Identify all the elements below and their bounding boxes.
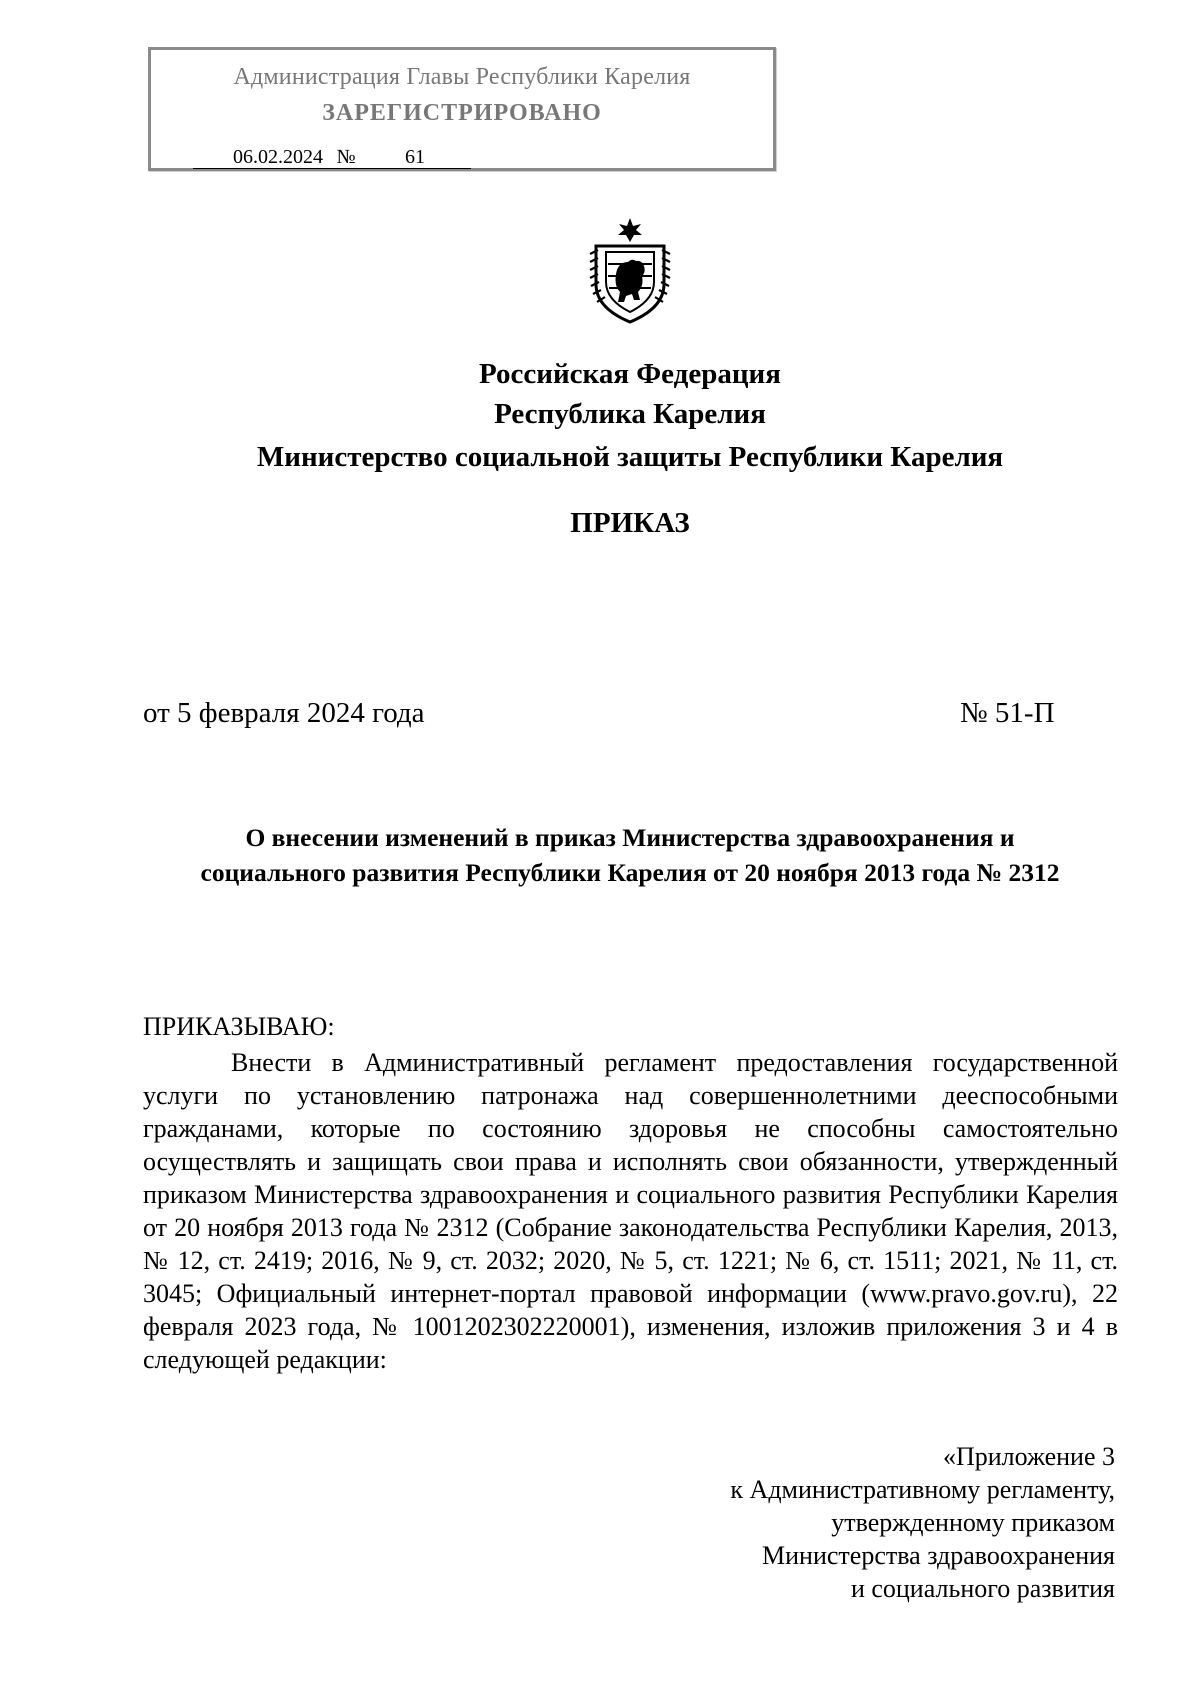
- order-number: № 51-П: [960, 697, 1055, 729]
- appendix-line-4: Министерства здравоохранения: [762, 1541, 1115, 1570]
- ministry-title: Министерство социальной защиты Республики Карелия: [256, 441, 1004, 473]
- stamp-number-label: №: [333, 146, 359, 169]
- order-date: от 5 февраля 2024 года: [143, 697, 425, 729]
- republic-title: Республика Карелия: [494, 398, 766, 430]
- subject-line-2: социального развития Республики Карелия от 20 ноября 2013 года № 2312: [200, 858, 1060, 887]
- country-title: Российская Федерация: [479, 358, 781, 390]
- appendix-line-1: «Приложение 3: [942, 1442, 1115, 1471]
- body-paragraph: Внести в Административный регламент предоставления государственной услуги по установлению патронажа над совершеннолетними дееспособными гражданами, которые по состоянию здоровья не способны самостоятельно осуществлять и защищать свои права и исполнять свои обязанности, утвержденный приказом Министерства здравоохранения и социального развития Республики Карелия от 20 ноября 2013 года № 2312 (Собрание законодательства Республики Карелия, 2013, № 12, ст. 2419; 2016, № 9, ст. 2032; 2020, № 5, ст. 1221; № 6, ст. 1511; 2021, № 11, ст. 3045; Официальный интернет-портал правовой информации (www.pravo.gov.ru), 22 февраля 2023 года, № 1001202302220001), изменения, изложив приложения 3 и 4 в следующей редакции:: [143, 1048, 1118, 1374]
- decree-word: ПРИКАЗЫВАЮ:: [143, 1012, 335, 1041]
- stamp-date: 06.02.2024: [193, 146, 333, 169]
- appendix-line-3: утвержденному приказом: [831, 1508, 1115, 1537]
- subject-line-1: О внесении изменений в приказ Министерства здравоохранения и: [245, 823, 1015, 852]
- document-type: ПРИКАЗ: [570, 507, 690, 539]
- stamp-authority: Администрация Главы Республики Карелия: [233, 64, 691, 90]
- stamp-number: 61: [359, 146, 471, 169]
- appendix-header: [730, 1440, 1115, 1605]
- karelia-coat-of-arms-icon: [586, 216, 674, 324]
- registration-stamp: [148, 47, 776, 171]
- appendix-line-5: и социального развития: [850, 1574, 1115, 1603]
- stamp-registered: ЗАРЕГИСТРИРОВАНО: [322, 100, 602, 126]
- appendix-line-2: к Административному регламенту,: [730, 1475, 1115, 1504]
